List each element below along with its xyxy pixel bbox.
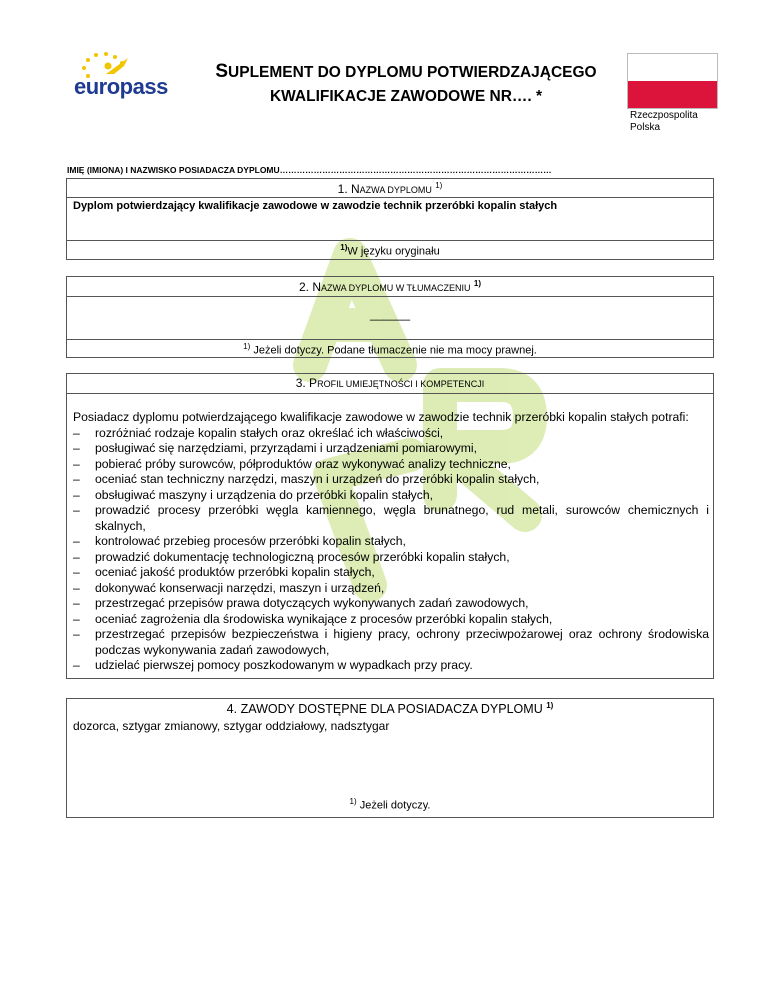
section-diploma-name [66, 178, 714, 260]
dash-bullet: – [73, 611, 80, 626]
list-item [73, 503, 709, 534]
title-initial: S [215, 61, 229, 82]
list-item [73, 534, 709, 550]
diploma-name-value: Dyplom potwierdzający kwalifikacje zawodowe w zawodzie technik przeróbki kopalin stałych [73, 200, 558, 212]
skill-text: pobierać próby surowców, półproduktów oraz wykonywać analizy techniczne, [95, 456, 511, 471]
flag-white-stripe [628, 54, 717, 81]
section2-note: $^{1)}$ Jeżeli dotyczy. Podane tłumaczenie nie ma mocy prawnej. [243, 342, 537, 357]
section-skills-profile [66, 373, 714, 679]
divider [67, 296, 713, 297]
title-line1: UPLEMENT DO DYPLOMU POTWIERDZAJĄCEGO [228, 64, 597, 81]
skill-text: przestrzegać przepisów prawa dotyczących wykonywanych zadań zawodowych, [95, 596, 529, 610]
divider [67, 393, 713, 394]
list-item [73, 581, 709, 597]
skill-text: prowadzić dokumentację technologiczną procesów przeróbki kopalin stałych, [95, 549, 510, 564]
list-item [73, 457, 709, 473]
flag-red-stripe [628, 81, 717, 108]
dash-bullet: – [73, 596, 80, 610]
section3-header: 3. PROFIL UMIEJĘTNOŚCI I KOMPETENCJI [295, 376, 485, 390]
divider [67, 339, 713, 340]
section4-header: 4. ZAWODY DOSTĘPNE DLA POSIADACZA DYPLOMU $^{1)}$ [226, 701, 554, 717]
dash-bullet: – [73, 456, 80, 471]
skill-text: kontrolować przebieg procesów przeróbki kopalin stałych, [95, 534, 406, 548]
skill-text: posługiwać się narzędziami, przyrządami i urządzeniami pomiarowymi, [95, 441, 478, 455]
dash-bullet: – [73, 658, 80, 672]
divider [67, 197, 713, 198]
section4-note: $^{1)}$ Jeżeli dotyczy. [349, 797, 431, 812]
list-item [73, 472, 709, 488]
divider [67, 240, 713, 241]
europass-logo [66, 52, 170, 104]
skill-text: przestrzegać przepisów bezpieczeństwa i higieny pracy, ochrony przeciwpożarowej oraz ochrony środowiska podczas wykonywania zadań zawodowych, [95, 627, 709, 657]
holder-name-field: IMIĘ (IMIONA) I NAZWISKO POSIADACZA DYPLOMU…………………………………………………………………………………… [67, 165, 552, 175]
list-item [73, 658, 709, 674]
dash-bullet: – [73, 503, 80, 517]
section-diploma-translation [66, 276, 714, 358]
polish-flag [627, 53, 718, 109]
skills-list [73, 426, 709, 674]
skill-text: oceniać jakość produktów przeróbki kopalin stałych, [95, 565, 375, 579]
dash-bullet: – [73, 472, 80, 486]
skills-intro: Posiadacz dyplomu potwierdzającego kwalifikacje zawodowe w zawodzie technik przeróbki kopalin stałych potrafi: [73, 410, 689, 424]
section-occupations [66, 698, 714, 818]
dash-bullet: – [73, 425, 80, 440]
dash-bullet: – [73, 580, 80, 595]
dash-bullet: – [73, 565, 80, 579]
list-item [73, 426, 709, 442]
skill-text: udzielać pierwszej pomocy poszkodowanym w wypadkach przy pracy. [95, 658, 473, 672]
skill-text: oceniać zagrożenia dla środowiska wynikające z procesów przeróbki kopalin stałych, [95, 611, 553, 626]
list-item [73, 627, 709, 658]
list-item [73, 550, 709, 566]
list-item [73, 612, 709, 628]
logo-text: europass [74, 74, 168, 99]
dash-bullet: – [73, 487, 80, 502]
skill-text: prowadzić procesy przeróbki węgla kamiennego, węgla brunatnego, rud metali, surowców chemicznych i skalnych, [95, 503, 709, 533]
country-line2: Polska [630, 122, 661, 133]
list-item [73, 488, 709, 504]
occupations-value: dozorca, sztygar zmianowy, sztygar oddziałowy, nadsztygar [73, 719, 390, 733]
section2-header: 2. NAZWA DYPLOMU W TŁUMACZENIU $^{1)}$ [299, 279, 481, 294]
country-label [630, 110, 698, 134]
skill-text: rozróżniać rodzaje kopalin stałych oraz określać ich właściwości, [95, 425, 444, 440]
title-line2: KWALIFIKACJE ZAWODOWE NR…. * [269, 88, 543, 105]
dash-bullet: – [73, 441, 80, 455]
skill-text: oceniać stan techniczny narzędzi, maszyn i urządzeń do przeróbki kopalin stałych, [95, 472, 540, 486]
skill-text: dokonywać konserwacji narzędzi, maszyn i urządzeń, [95, 580, 385, 595]
list-item [73, 441, 709, 457]
list-item [73, 565, 709, 581]
dash-bullet: – [73, 534, 80, 548]
section1-note: $^{1)}$W języku oryginału [340, 243, 440, 258]
translation-value: ______ [369, 307, 411, 321]
list-item [73, 596, 709, 612]
country-line1: Rzeczpospolita [630, 110, 698, 121]
dash-bullet: – [73, 627, 80, 641]
page-title [196, 60, 616, 109]
dash-bullet: – [73, 549, 80, 564]
skills-content [73, 410, 709, 674]
section1-header: 1. NAZWA DYPLOMU $^{1)}$ [337, 181, 443, 196]
skill-text: obsługiwać maszyny i urządzenia do przeróbki kopalin stałych, [95, 487, 434, 502]
